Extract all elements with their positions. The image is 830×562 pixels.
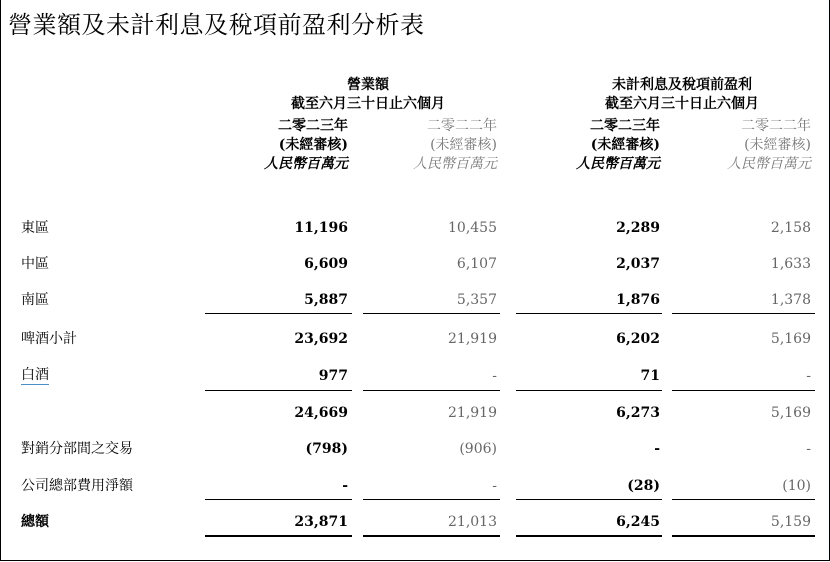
column-audit-status: (未經審核)	[278, 137, 348, 153]
subtotal-rule	[672, 390, 815, 391]
grand-total-rule	[672, 535, 815, 537]
column-header-ebit-2023	[520, 117, 660, 174]
cell-revenue-2022: -	[492, 368, 497, 384]
cell-ebit-2023: 6,202	[616, 331, 660, 347]
revenue-group-title: 營業額	[347, 77, 389, 93]
cell-revenue-2022: -	[492, 478, 497, 494]
table-row	[0, 475, 830, 497]
column-audit-status: (未經審核)	[430, 137, 497, 153]
cell-revenue-2023: 23,692	[294, 331, 348, 347]
cell-revenue-2023: 5,887	[304, 292, 348, 308]
column-header-revenue-2023	[208, 117, 348, 174]
subtotal-rule	[516, 313, 662, 314]
total-rule	[363, 499, 500, 500]
cell-revenue-2023: (798)	[305, 441, 348, 457]
cell-ebit-2022: 1,378	[770, 292, 811, 308]
cell-ebit-2022: 2,158	[770, 220, 811, 236]
column-unit: 人民幣百萬元	[727, 156, 811, 172]
ebit-group-title: 未計利息及稅項前盈利	[612, 77, 752, 93]
cell-revenue-2023: -	[342, 478, 348, 494]
subtotal-rule	[205, 313, 352, 314]
column-header-revenue-2022	[357, 117, 497, 174]
grand-total-rule	[205, 535, 352, 537]
ebit-group-header	[567, 76, 797, 114]
column-unit: 人民幣百萬元	[264, 156, 348, 172]
subtotal-rule	[363, 313, 500, 314]
cell-revenue-2023: 24,669	[294, 405, 348, 421]
revenue-group-header	[258, 76, 478, 114]
row-label: 啤酒小計	[21, 331, 77, 347]
column-year: 二零二二年	[741, 118, 811, 134]
cell-ebit-2022: 1,633	[770, 256, 811, 272]
subtotal-rule	[205, 390, 352, 391]
cell-ebit-2023: (28)	[627, 478, 660, 494]
cell-revenue-2022: 21,919	[448, 405, 497, 421]
total-rule	[205, 499, 352, 500]
cell-ebit-2023: 1,876	[616, 292, 660, 308]
table-row	[0, 253, 830, 275]
column-unit: 人民幣百萬元	[413, 156, 497, 172]
cell-ebit-2022: 5,169	[770, 331, 811, 347]
column-audit-status: (未經審核)	[590, 137, 660, 153]
total-rule	[516, 499, 662, 500]
row-label: 南區	[21, 292, 49, 308]
column-year: 二零二二年	[427, 118, 497, 134]
table-row	[0, 328, 830, 350]
cell-ebit-2023: 2,037	[616, 256, 660, 272]
row-label-link[interactable]: 白酒	[21, 367, 49, 383]
cell-revenue-2023: 6,609	[304, 256, 348, 272]
cell-revenue-2023: 23,871	[294, 514, 348, 530]
table-row	[0, 511, 830, 533]
column-header-ebit-2022	[671, 117, 811, 174]
page-title: 營業額及未計利息及稅項前盈利分析表	[8, 11, 425, 39]
row-label: 對銷分部間之交易	[21, 441, 133, 457]
cell-ebit-2022: (10)	[782, 478, 811, 494]
cell-revenue-2022: 10,455	[448, 220, 497, 236]
revenue-group-period: 截至六月三十日止六個月	[291, 96, 445, 112]
cell-ebit-2023: -	[654, 441, 660, 457]
cell-ebit-2023: 6,273	[616, 405, 660, 421]
cell-ebit-2023: 71	[640, 368, 660, 384]
subtotal-rule	[363, 390, 500, 391]
grand-total-rule	[516, 535, 662, 537]
total-rule	[672, 499, 815, 500]
cell-ebit-2022: -	[806, 441, 811, 457]
table-row	[0, 289, 830, 311]
column-unit: 人民幣百萬元	[576, 156, 660, 172]
table-row	[0, 402, 830, 424]
column-year: 二零二三年	[590, 118, 660, 134]
cell-revenue-2023: 11,196	[294, 220, 348, 236]
column-year: 二零二三年	[278, 118, 348, 134]
cell-revenue-2022: 21,919	[448, 331, 497, 347]
row-label: 東區	[21, 220, 49, 236]
subtotal-rule	[516, 390, 662, 391]
subtotal-rule	[672, 313, 815, 314]
table-row	[0, 365, 830, 387]
cell-ebit-2023: 2,289	[616, 220, 660, 236]
cell-revenue-2022: 5,357	[456, 292, 497, 308]
cell-ebit-2023: 6,245	[616, 514, 660, 530]
cell-ebit-2022: 5,159	[770, 514, 811, 530]
cell-ebit-2022: 5,169	[770, 405, 811, 421]
table-row	[0, 217, 830, 239]
ebit-group-period: 截至六月三十日止六個月	[605, 96, 759, 112]
cell-revenue-2022: 6,107	[456, 256, 497, 272]
row-label: 總額	[21, 514, 49, 530]
grand-total-rule	[363, 535, 500, 537]
row-label: 公司總部費用淨額	[21, 478, 133, 494]
row-label: 中區	[21, 256, 49, 272]
column-audit-status: (未經審核)	[744, 137, 811, 153]
cell-revenue-2022: (906)	[459, 441, 497, 457]
cell-revenue-2022: 21,013	[448, 514, 497, 530]
cell-revenue-2023: 977	[318, 368, 348, 384]
table-row	[0, 438, 830, 460]
cell-ebit-2022: -	[806, 368, 811, 384]
